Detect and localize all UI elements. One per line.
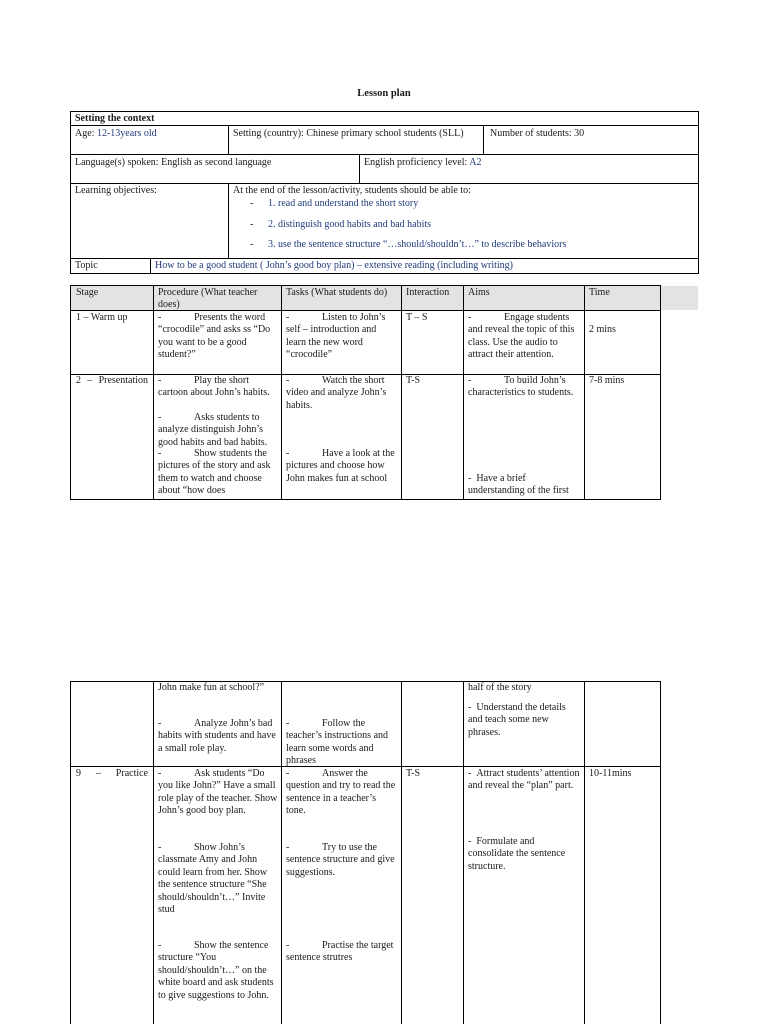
proficiency-label: English proficiency level:: [364, 157, 468, 168]
document-title: Lesson plan: [357, 88, 411, 99]
presentation-aim-2-text: Have a brief understanding of the first: [468, 473, 569, 497]
warmup-procedure: - Presents the word “crocodile” and asks ss “Do you want to be a good student?”: [158, 312, 271, 361]
presentation-aim-1: - To build John’s characteristics to students.: [468, 375, 574, 399]
warmup-tasks-text: Listen to John’s self – introduction and learn the new word “crocodile”: [286, 312, 386, 361]
objective-item: 1. read and understand the short story: [268, 198, 419, 209]
objectives-intro: At the end of the lesson/activity, students should be able to:: [233, 185, 471, 196]
practice-task-3: - Practise the target sentence strutres: [286, 940, 394, 964]
header-stage: Stage: [76, 287, 99, 298]
presentation-proc-2-text: Asks students to analyze distinguish John’s good habits and bad habits.: [158, 412, 268, 448]
setting-cell: Setting (country): Chinese primary school students (SLL): [233, 128, 464, 139]
objectives-label: Learning objectives:: [75, 185, 157, 196]
age-cell: [75, 128, 157, 140]
practice-time: 10-11mins: [589, 768, 632, 779]
practice-stage: 9 – Practice: [76, 768, 148, 779]
presentation-task-1: - Watch the short video and analyze John’s habits.: [286, 375, 387, 411]
continued-aim-2-text: Understand the details and teach some new phrases.: [468, 702, 566, 738]
topic-value: How to be a good student ( John’s good boy plan) – extensive reading (including writing): [155, 260, 513, 271]
students-cell: Number of students: 30: [490, 128, 585, 139]
practice-interaction: T-S: [406, 768, 421, 779]
presentation-task-1-text: Watch the short video and analyze John’s habits.: [286, 375, 387, 411]
practice-proc-3-text: Show the sentence structure “You should/shouldn’t…” on the white board and ask students to give suggestions to John.: [158, 940, 274, 1001]
proficiency-cell: [364, 157, 482, 169]
continued-aim-1: half of the story: [468, 682, 532, 693]
context-heading: Setting the context: [75, 113, 155, 124]
warmup-interaction: T – S: [406, 312, 428, 323]
warmup-aims-text: Engage students and reveal the topic of this class. Use the audio to attract their attention.: [468, 312, 575, 361]
practice-task-1-text: Answer the question and try to read the sentence in a teacher’s tone.: [286, 768, 396, 817]
practice-aim-1: - Attract students’ attention and reveal the “plan” part.: [468, 768, 580, 792]
header-tasks: Tasks (What students do): [286, 287, 388, 298]
objective-item: 2. distinguish good habits and bad habits: [268, 219, 432, 230]
presentation-proc-3: - Show students the pictures of the story and ask them to watch and choose about “how does: [158, 448, 271, 497]
presentation-proc-3-text: Show students the pictures of the story and ask them to watch and choose about “how does: [158, 448, 271, 497]
presentation-task-2: - Have a look at the pictures and choose how John makes fun at school: [286, 448, 395, 484]
topic-label: Topic: [75, 260, 98, 271]
objective-item: 3. use the sentence structure “…should/shouldn’t…” to describe behaviors: [268, 239, 567, 250]
continued-aim-2: - Understand the details and teach some new phrases.: [468, 702, 566, 738]
practice-aim-2: - Formulate and consolidate the sentence structure.: [468, 836, 566, 872]
header-time: Time: [589, 287, 610, 298]
objective-bullet: -: [250, 239, 254, 250]
presentation-stage: 2 – Presentation: [76, 375, 148, 386]
practice-aim-1-text: Attract students’ attention and reveal the “plan” part.: [468, 768, 580, 792]
practice-proc-1-text: Ask students “Do you like John?” Have a small role play of the teacher. Show John’s good boy plan.: [158, 768, 278, 817]
presentation-proc-1-text: Play the short cartoon about John’s habits.: [158, 375, 270, 399]
warmup-procedure-text: Presents the word “crocodile” and asks ss “Do you want to be a good student?”: [158, 312, 271, 361]
presentation-interaction: T-S: [406, 375, 421, 386]
presentation-aim-1-text: To build John’s characteristics to students.: [468, 375, 574, 399]
presentation-proc-1: - Play the short cartoon about John’s habits.: [158, 375, 270, 399]
continued-proc-2-text: Analyze John’s bad habits with students and have a small role play.: [158, 718, 276, 754]
practice-proc-2-text: Show John’s classmate Amy and John could learn from her. Show the sentence structure “She should/shouldn’t…” Invite stud: [158, 842, 268, 916]
warmup-aims: - Engage students and reveal the topic of this class. Use the audio to attract their attention.: [468, 312, 575, 361]
practice-proc-1: - Ask students “Do you like John?” Have a small role play of the teacher. Show John’s good boy plan.: [158, 768, 278, 817]
language-cell: Language(s) spoken: English as second language: [75, 157, 272, 168]
practice-task-2-text: Try to use the sentence structure and give suggestions.: [286, 842, 395, 878]
continued-proc-2: - Analyze John’s bad habits with students and have a small role play.: [158, 718, 276, 754]
presentation-task-2-text: Have a look at the pictures and choose how John makes fun at school: [286, 448, 395, 484]
practice-task-3-text: Practise the target sentence strutres: [286, 940, 394, 964]
continued-task-1-text: Follow the teacher’s instructions and learn some words and phrases: [286, 718, 389, 767]
practice-proc-2: - Show John’s classmate Amy and John could learn from her. Show the sentence structure “She should/shouldn’t…” Invite stud: [158, 842, 268, 916]
age-value: 12-13years old: [96, 128, 157, 139]
objective-bullet: -: [250, 219, 254, 230]
presentation-aim-2: - Have a brief understanding of the first: [468, 473, 569, 497]
practice-aim-2-text: Formulate and consolidate the sentence structure.: [468, 836, 566, 872]
warmup-stage: 1 – Warm up: [76, 312, 128, 323]
age-label: Age:: [75, 128, 95, 139]
header-procedure: Procedure (What teacher does): [158, 287, 258, 311]
header-interaction: Interaction: [406, 287, 450, 298]
continued-proc-1: John make fun at school?”: [158, 682, 265, 693]
warmup-tasks: - Listen to John’s self – introduction and learn the new word “crocodile”: [286, 312, 386, 361]
presentation-proc-2: - Asks students to analyze distinguish John’s good habits and bad habits.: [158, 412, 268, 448]
practice-proc-3: - Show the sentence structure “You should/shouldn’t…” on the white board and ask students to give suggestions to John.: [158, 940, 274, 1001]
proficiency-value: A2: [469, 157, 482, 168]
practice-task-1: - Answer the question and try to read the sentence in a teacher’s tone.: [286, 768, 396, 817]
warmup-time: 2 mins: [589, 324, 616, 335]
practice-task-2: - Try to use the sentence structure and give suggestions.: [286, 842, 395, 878]
header-aims: Aims: [468, 287, 490, 298]
continued-task-1: - Follow the teacher’s instructions and learn some words and phrases: [286, 718, 389, 767]
presentation-time: 7-8 mins: [589, 375, 625, 386]
objective-bullet: -: [250, 198, 254, 209]
